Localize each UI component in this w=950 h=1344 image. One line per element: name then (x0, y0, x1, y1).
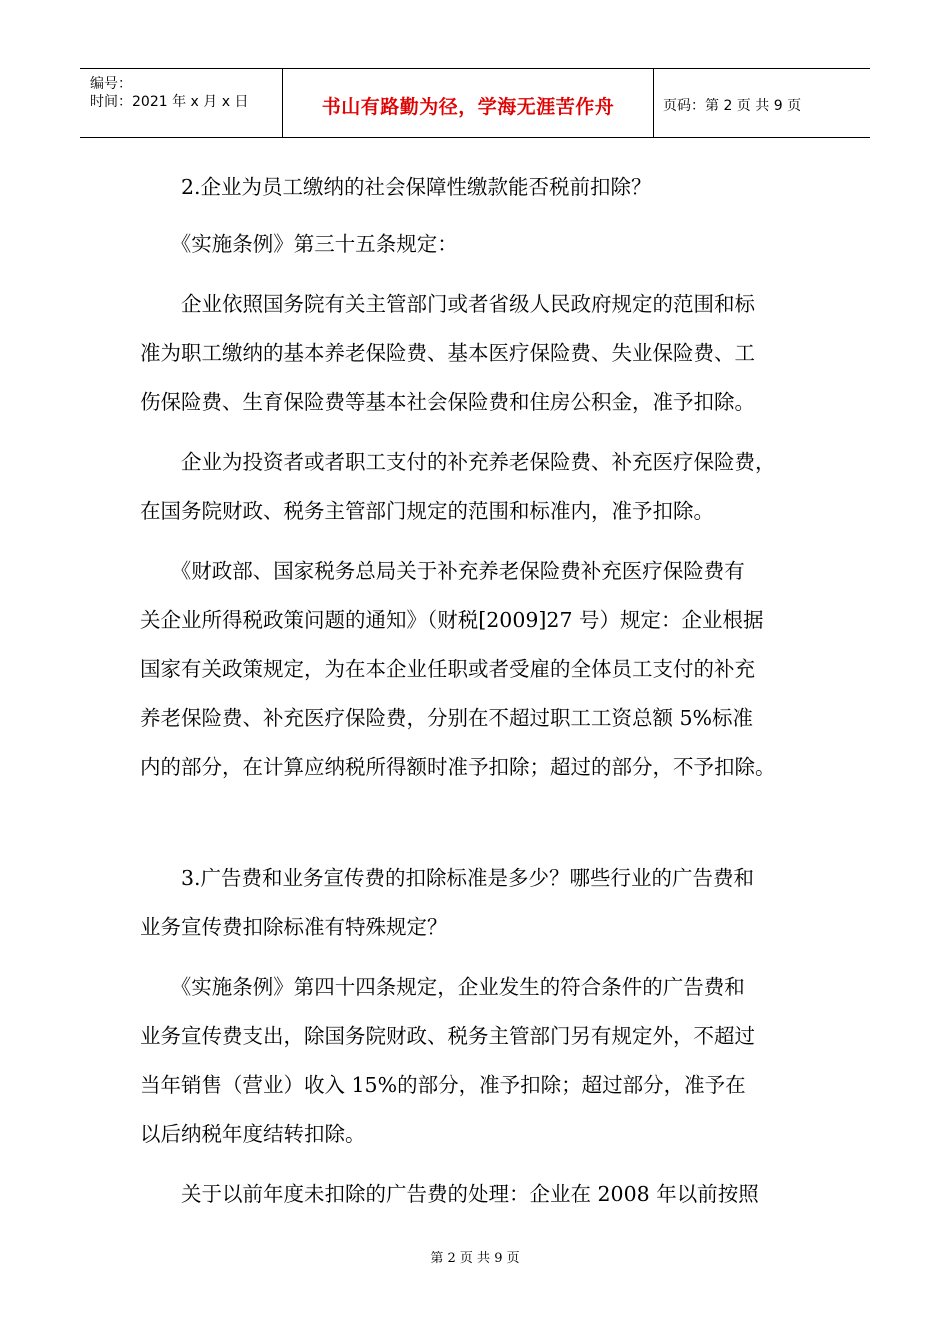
body-line: 企业依照国务院有关主管部门或者省级人民政府规定的范围和标 (140, 292, 755, 316)
question-3: 3.广告费和业务宣传费的扣除标准是多少？哪些行业的广告费和 (140, 866, 755, 890)
body-line: 关企业所得税政策问题的通知》（财税[2009]27 号）规定：企业根据 (140, 608, 764, 632)
body-line: 《实施条例》第四十四条规定，企业发生的符合条件的广告费和 (140, 975, 745, 999)
doc-number-label: 编号： (90, 76, 132, 92)
body-line: 业务宣传费扣除标准有特殊规定？ (140, 915, 448, 939)
body-line: 在国务院财政、税务主管部门规定的范围和标准内，准予扣除。 (140, 499, 714, 523)
body-line: 《实施条例》第三十五条规定： (140, 232, 458, 256)
doc-time-label: 时间：2021 年 x 月 x 日 (90, 94, 249, 110)
body-line: 《财政部、国家税务总局关于补充养老保险费补充医疗保险费有 (140, 559, 745, 583)
question-2: 2.企业为员工缴纳的社会保障性缴款能否税前扣除？ (140, 175, 652, 199)
body-line: 业务宣传费支出，除国务院财政、税务主管部门另有规定外，不超过 (140, 1024, 755, 1048)
header-meta (80, 69, 282, 137)
body-line: 国家有关政策规定，为在本企业任职或者受雇的全体员工支付的补充 (140, 657, 755, 681)
body-line: 养老保险费、补充医疗保险费，分别在不超过职工工资总额 5%标准 (140, 706, 754, 730)
body-line: 内的部分，在计算应纳税所得额时准予扣除；超过的部分，不予扣除。 (140, 755, 776, 779)
header-motto-cell (282, 69, 654, 137)
header-page-label: 页码：第 2 页 共 9 页 (663, 98, 802, 114)
body-line: 准为职工缴纳的基本养老保险费、基本医疗保险费、失业保险费、工 (140, 341, 755, 365)
page-header (80, 68, 870, 138)
header-motto: 书山有路勤为径，学海无涯苦作舟 (321, 96, 615, 118)
body-line: 当年销售（营业）收入 15%的部分，准予扣除；超过部分，准予在 (140, 1073, 746, 1097)
body-line: 以后纳税年度结转扣除。 (140, 1122, 366, 1146)
page-footer: 第 2 页 共 9 页 (430, 1251, 520, 1266)
body-line: 伤保险费、生育保险费等基本社会保险费和住房公积金，准予扣除。 (140, 390, 755, 414)
header-page-cell (653, 69, 870, 137)
body-line: 关于以前年度未扣除的广告费的处理：企业在 2008 年以前按照 (140, 1182, 759, 1206)
body-line: 企业为投资者或者职工支付的补充养老保险费、补充医疗保险费， (140, 450, 776, 474)
